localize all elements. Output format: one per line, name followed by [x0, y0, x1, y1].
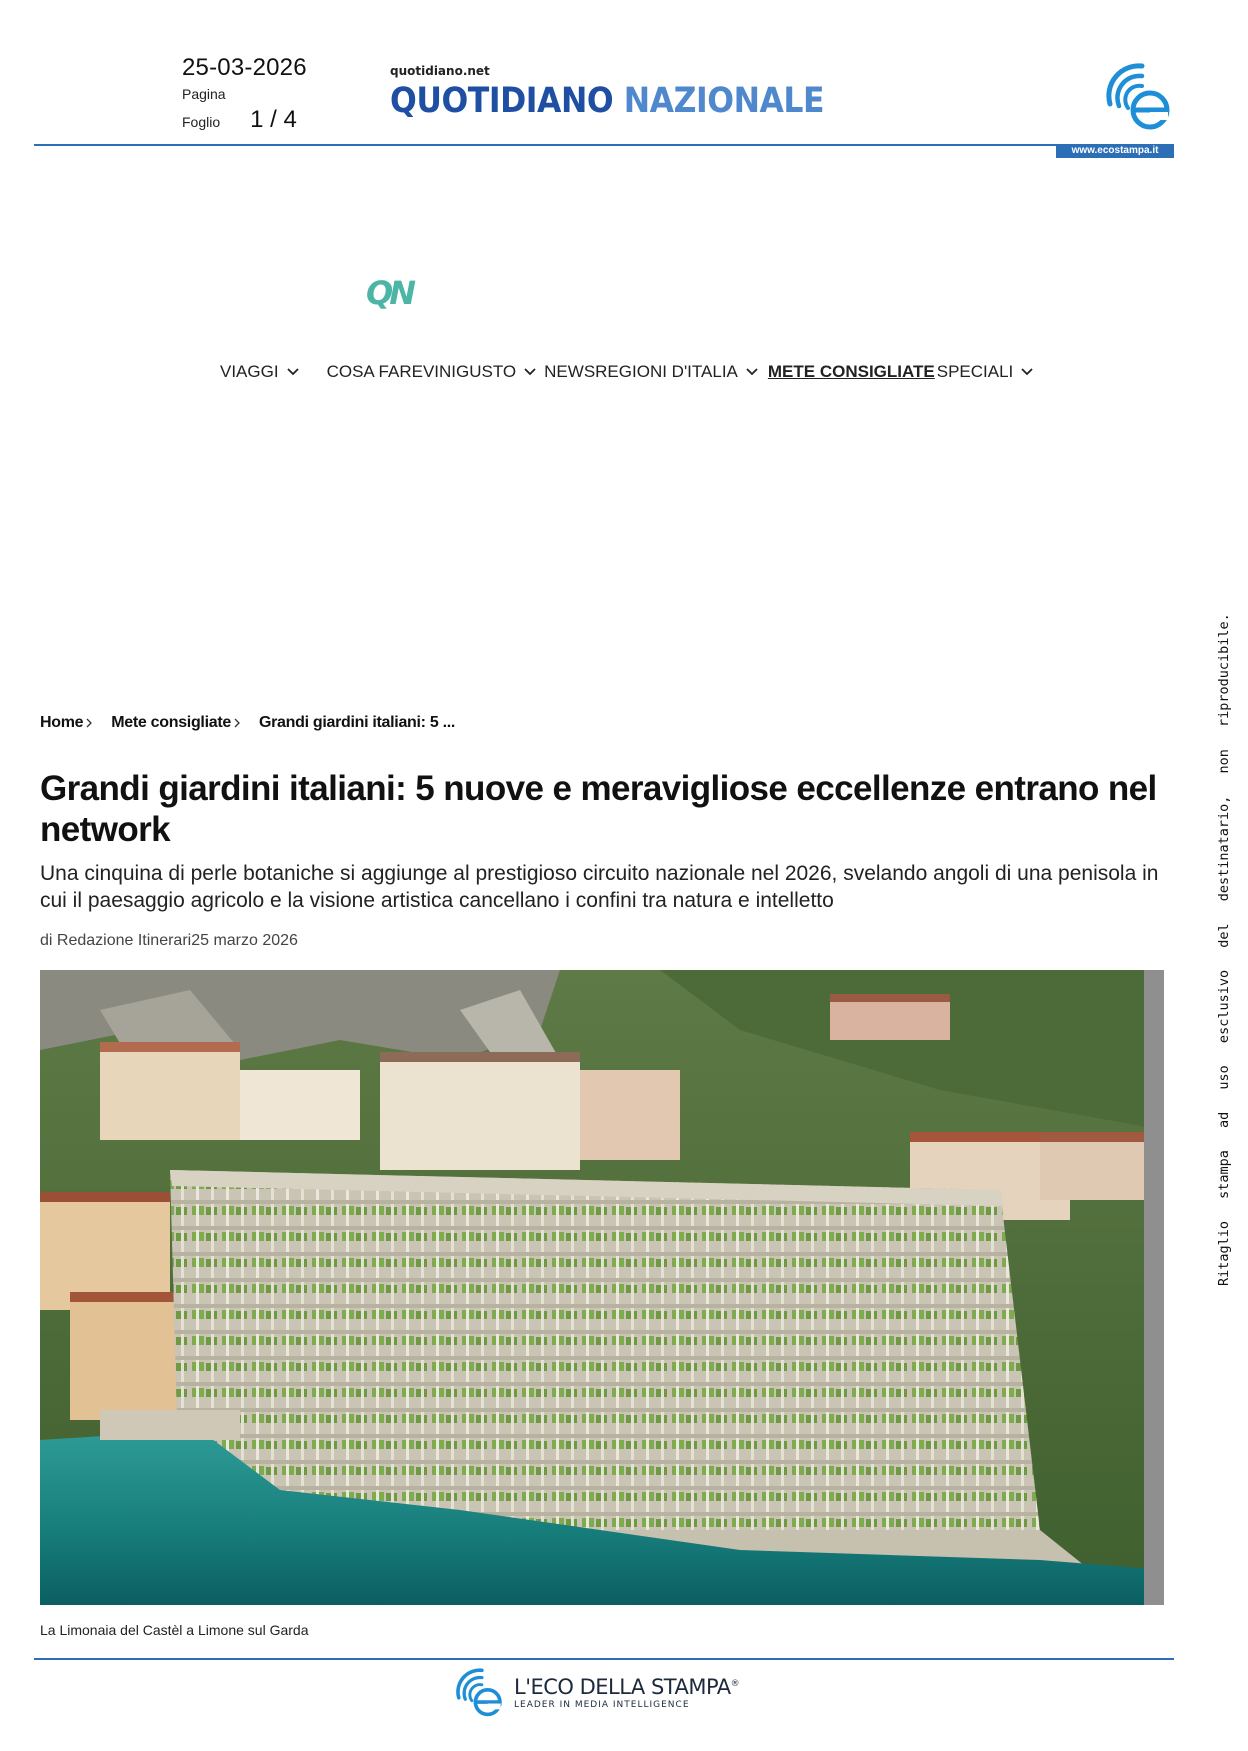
- chevron-down-icon[interactable]: [287, 368, 299, 376]
- nav-item-label: SPECIALI: [936, 362, 1014, 381]
- nav-item-label: REGIONI D'ITALIA: [595, 362, 738, 381]
- ecostampa-logo-icon: [1102, 60, 1174, 132]
- nav-item-vini[interactable]: [423, 362, 456, 382]
- eco-della-stampa-logo: [452, 1666, 739, 1718]
- footer-brand-name: L'ECO DELLA STAMPA: [514, 1674, 731, 1699]
- hero-image: [40, 970, 1164, 1605]
- footer-brand: [514, 1675, 739, 1699]
- nav-item-regioni-d-italia[interactable]: [595, 362, 758, 382]
- sheet-label: Foglio: [182, 114, 221, 130]
- nav-item-label: NEWS: [544, 362, 596, 381]
- footer-tagline: LEADER IN MEDIA INTELLIGENCE: [514, 1699, 690, 1710]
- newspaper-masthead: [390, 64, 872, 119]
- breadcrumb: [40, 714, 455, 732]
- page-label: Pagina: [182, 86, 226, 102]
- nav-item-news[interactable]: [544, 362, 595, 382]
- nav-item-gusto[interactable]: [456, 362, 536, 382]
- clipping-date: 25-03-2026: [182, 54, 307, 81]
- nav-item-speciali[interactable]: [937, 362, 1034, 382]
- breadcrumb-item[interactable]: Mete consigliate: [111, 714, 231, 731]
- header-rule: [34, 144, 1174, 146]
- chevron-right-icon: [85, 718, 93, 728]
- masthead-title: [390, 81, 825, 121]
- breadcrumb-item[interactable]: Home: [40, 714, 84, 731]
- image-caption: La Limonaia del Castèl a Limone sul Garda: [40, 1622, 309, 1638]
- chevron-down-icon[interactable]: [1021, 368, 1033, 376]
- chevron-right-icon: [233, 718, 241, 728]
- nav-item-label: VIAGGI: [220, 362, 279, 381]
- nav-item-label: GUSTO: [456, 362, 517, 381]
- footer-rule: [34, 1658, 1174, 1660]
- nav-item-mete-consigliate[interactable]: [768, 362, 935, 382]
- article-byline: di Redazione Itinerari25 marzo 2026: [40, 932, 298, 949]
- sheet-value: 1 / 4: [250, 106, 297, 133]
- article-title: Grandi giardini italiani: 5 nuove e meravigliose eccellenze entrano nel network: [40, 769, 1157, 849]
- qn-logo-text: QN: [366, 274, 412, 312]
- nav-item-cosa-fare[interactable]: [327, 362, 423, 382]
- hero-photo: [40, 970, 1164, 1605]
- chevron-down-icon[interactable]: [524, 368, 536, 376]
- masthead-title-part1: QUOTIDIANO: [390, 81, 614, 121]
- nav-item-label: VINI: [422, 362, 457, 381]
- ecostampa-url: www.ecostampa.it: [1056, 144, 1174, 158]
- eco-della-stampa-icon: [452, 1666, 506, 1718]
- main-nav: [220, 362, 1033, 382]
- reproduction-notice: Ritaglio stampa ad uso esclusivo del destinatario, non riproducibile.: [1216, 613, 1232, 1286]
- clipping-meta: [182, 54, 352, 134]
- registered-mark: ®: [730, 1678, 740, 1689]
- nav-item-label: METE CONSIGLIATE: [767, 362, 935, 381]
- chevron-down-icon[interactable]: [746, 368, 758, 376]
- article-subtitle: Una cinquina di perle botaniche si aggiunge al prestigioso circuito nazionale nel 2026, svelando angoli di una penisola in cui il paesaggio agricolo e la visione artistica cancellano i confini tra natura e intelletto: [40, 862, 1159, 912]
- qn-logo[interactable]: [364, 274, 436, 312]
- masthead-title-part2: NAZIONALE: [623, 81, 825, 121]
- masthead-site: quotidiano.net: [390, 64, 490, 78]
- nav-item-label: COSA FARE: [326, 362, 423, 381]
- nav-item-viaggi[interactable]: [220, 362, 299, 382]
- breadcrumb-item: Grandi giardini italiani: 5 ...: [258, 714, 456, 731]
